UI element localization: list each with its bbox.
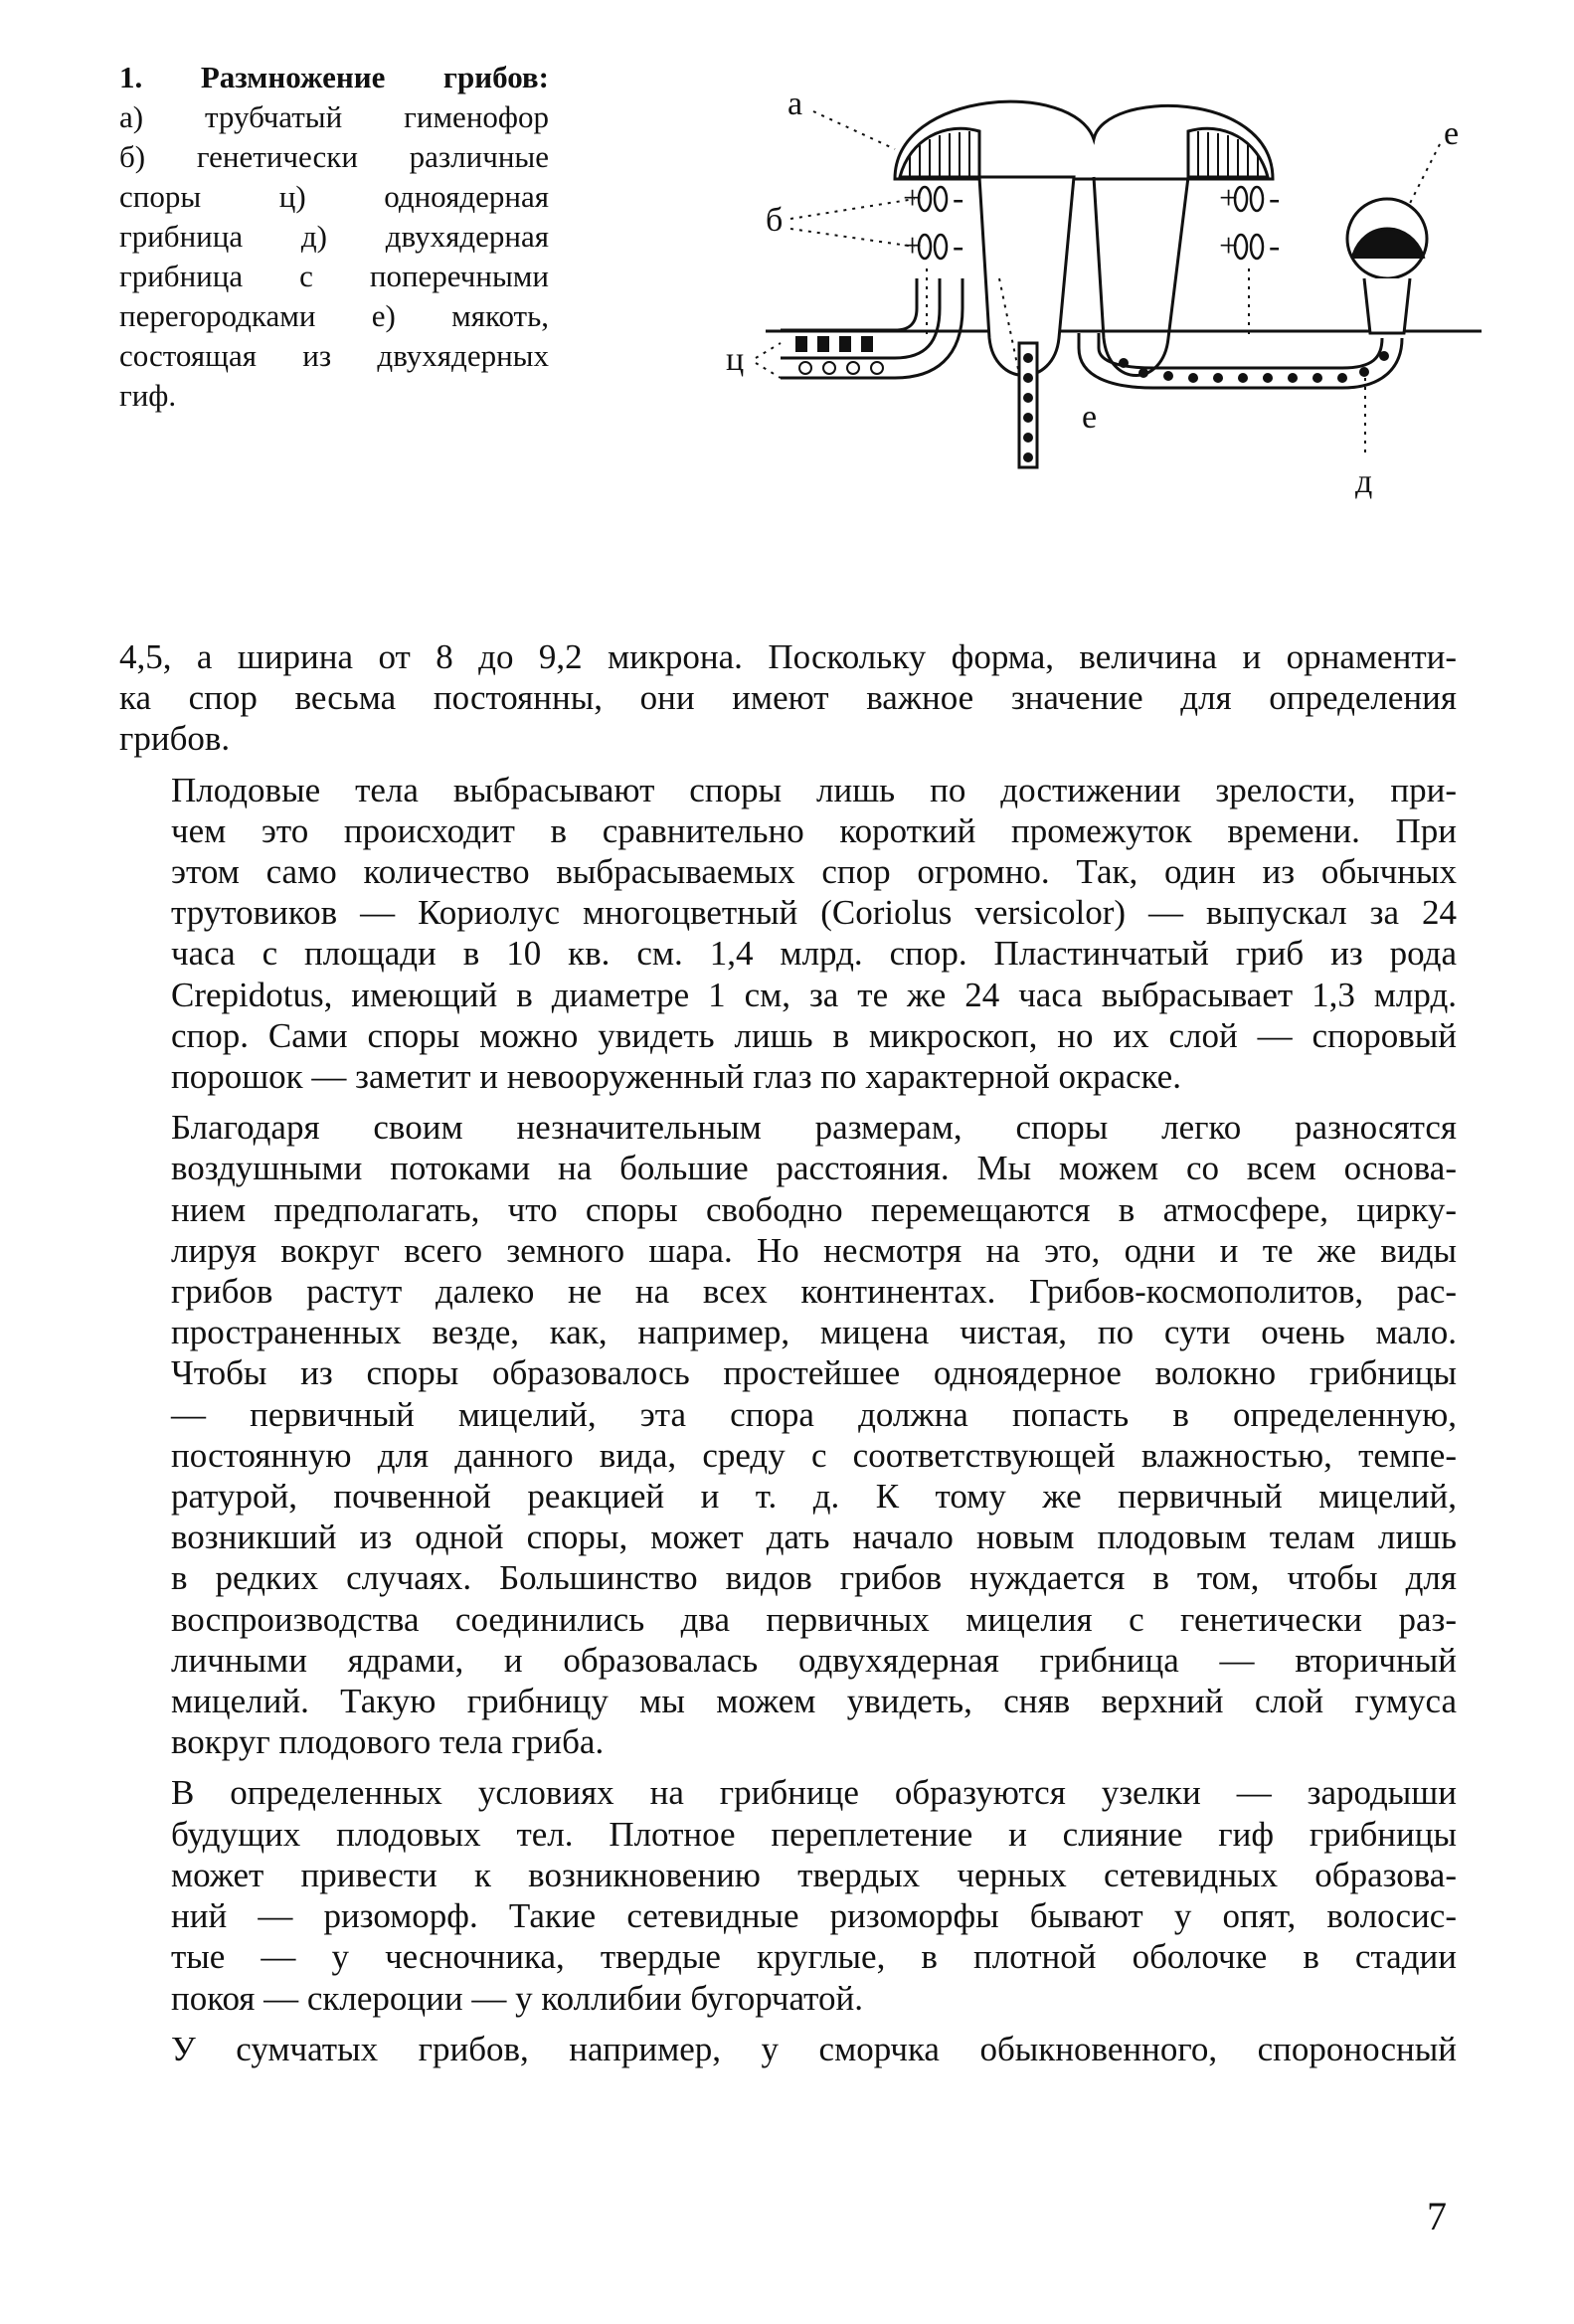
text-line: ратурой, почвенной реакцией и т. д. К тому же первичный мицелий, — [171, 1477, 1457, 1517]
text-line: нием предполагать, что споры свободно перемещаются в атмосфере, цирку- — [171, 1189, 1457, 1229]
mushroom-reproduction-diagram — [696, 60, 1482, 517]
paragraph — [119, 2029, 1457, 2069]
svg-text:-: - — [1269, 228, 1281, 265]
svg-text:-: - — [953, 228, 964, 265]
text-line: личными ядрами, и образовалась одвухядерная грибница — вторичный — [171, 1640, 1457, 1680]
page-number: 7 — [1427, 2194, 1447, 2238]
text-line: 4,5, а ширина от 8 до 9,2 микрона. Поскольку форма, величина и орнаменти- — [119, 637, 1457, 676]
spores-left — [919, 187, 1263, 259]
svg-text:+: + — [903, 180, 923, 217]
leader-a — [813, 111, 895, 149]
text-line: возникший из одной споры, может дать начало новым плодовым телам лишь — [171, 1518, 1457, 1557]
paragraph — [119, 770, 1457, 1098]
caption-line: состоящая из двухядерных — [119, 338, 549, 373]
text-line: Благодаря своим незначительным размерам, споры легко разносятся — [171, 1108, 1457, 1148]
text-line: тые — у чесночника, твердые круглые, в плотной оболочке в стадии — [171, 1937, 1457, 1977]
svg-text:+: + — [1219, 228, 1239, 265]
caption-line: перегородками е) мякоть, — [119, 298, 549, 333]
text-line: порошок — заметит и невооруженный глаз по характерной окраске. — [171, 1057, 1181, 1097]
text-line: грибов. — [119, 719, 231, 759]
svg-text:+: + — [903, 228, 923, 265]
text-line: воспроизводства соединились два первичных мицелия с генетически раз- — [171, 1599, 1457, 1639]
text-line: воздушными потоками на большие расстояния. Мы можем со всем основа- — [171, 1149, 1457, 1188]
label-b: б — [766, 202, 784, 239]
text-line: — первичный мицелий, эта спора должна попасть в определенную, — [171, 1394, 1457, 1434]
binucleate-mycelium — [1079, 333, 1402, 388]
spore-charge-signs — [903, 180, 1280, 265]
figure-caption — [119, 58, 549, 416]
text-line: Чтобы из споры образовалось простейшее одноядерное волокно грибницы — [171, 1353, 1457, 1393]
text-line: этом само количество выбрасываемых спор огромно. Так, один из обычных — [171, 852, 1457, 892]
leader-b — [790, 199, 915, 219]
text-line: пространенных везде, как, например, мицена чистая, по сути очень мало. — [171, 1313, 1457, 1352]
text-line: трутовиков — Кориолус многоцветный (Coriolus versicolor) — выпускал за 24 — [171, 893, 1457, 933]
text-line: спор. Сами споры можно увидеть лишь в микроскоп, но их слой — споровый — [171, 1015, 1457, 1055]
caption-line: б) генетически различные — [119, 139, 549, 174]
label-a: а — [787, 86, 803, 122]
text-line: чем это происходит в сравнительно короткий промежуток времени. При — [171, 810, 1457, 850]
leader-ts — [756, 343, 781, 358]
text-line: мицелий. Такую грибницу мы можем увидеть, сняв верхний слой гумуса — [171, 1682, 1457, 1721]
svg-text:+: + — [1219, 180, 1239, 217]
text-line: ка спор весьма постоянны, они имеют важное значение для определения — [119, 678, 1457, 718]
caption-line: гиф. — [119, 378, 177, 413]
label-e-right: е — [1444, 115, 1460, 152]
text-line: постоянную для данного вида, среду с соответствующей влажностью, темпе- — [171, 1435, 1457, 1475]
paragraph — [119, 1107, 1457, 1762]
paragraph — [119, 1772, 1457, 2018]
text-line: лируя вокруг всего земного шара. Но несмотря на это, одни и те же виды — [171, 1230, 1457, 1270]
text-line: вокруг плодового тела гриба. — [171, 1722, 605, 1762]
stem-hypha — [1019, 343, 1037, 467]
text-line: грибов растут далеко не на всех континентах. Грибов-космополитов, рас- — [171, 1272, 1457, 1312]
uninucleate-mycelium — [781, 278, 962, 378]
caption-line: споры ц) одноядерная — [119, 179, 549, 214]
label-ts: ц — [726, 341, 745, 378]
text-line: в редких случаях. Большинство видов грибов нуждается в том, чтобы для — [171, 1558, 1457, 1598]
text-line: часа с площади в 10 кв. см. 1,4 млрд. спор. Пластинчатый гриб из рода — [171, 934, 1457, 974]
label-d: д — [1355, 463, 1373, 500]
text-line: ний — ризоморф. Такие сетевидные ризоморфы бывают у опят, волосис- — [171, 1896, 1457, 1936]
caption-title: 1. Размножение грибов: — [119, 60, 549, 94]
caption-line: грибница д) двухядерная — [119, 219, 549, 254]
caption-line: а) трубчатый гименофор — [119, 99, 549, 134]
text-line: Плодовые тела выбрасывают споры лишь по достижении зрелости, при- — [171, 770, 1457, 809]
text-line: может привести к возникновению твердых черных сетевидных образова- — [171, 1855, 1457, 1894]
text-line: покоя — склероции — у коллибии бугорчатой. — [171, 1978, 863, 2018]
svg-text:-: - — [1269, 180, 1281, 217]
paragraph — [119, 636, 1457, 760]
text-line: В определенных условиях на грибнице образуются узелки — зародыши — [171, 1773, 1457, 1813]
body-text — [119, 636, 1457, 2069]
text-line: Crepidotus, имеющий в диаметре 1 см, за те же 24 часа выбрасывает 1,3 млрд. — [171, 975, 1457, 1014]
label-e-bottom: е — [1082, 399, 1098, 436]
caption-line: грибница с поперечными — [119, 259, 549, 293]
text-line: будущих плодовых тел. Плотное переплетение и слияние гиф грибницы — [171, 1814, 1457, 1854]
svg-text:-: - — [953, 180, 964, 217]
text-line: У сумчатых грибов, например, у сморчка обыкновенного, спороносный — [171, 2029, 1457, 2068]
